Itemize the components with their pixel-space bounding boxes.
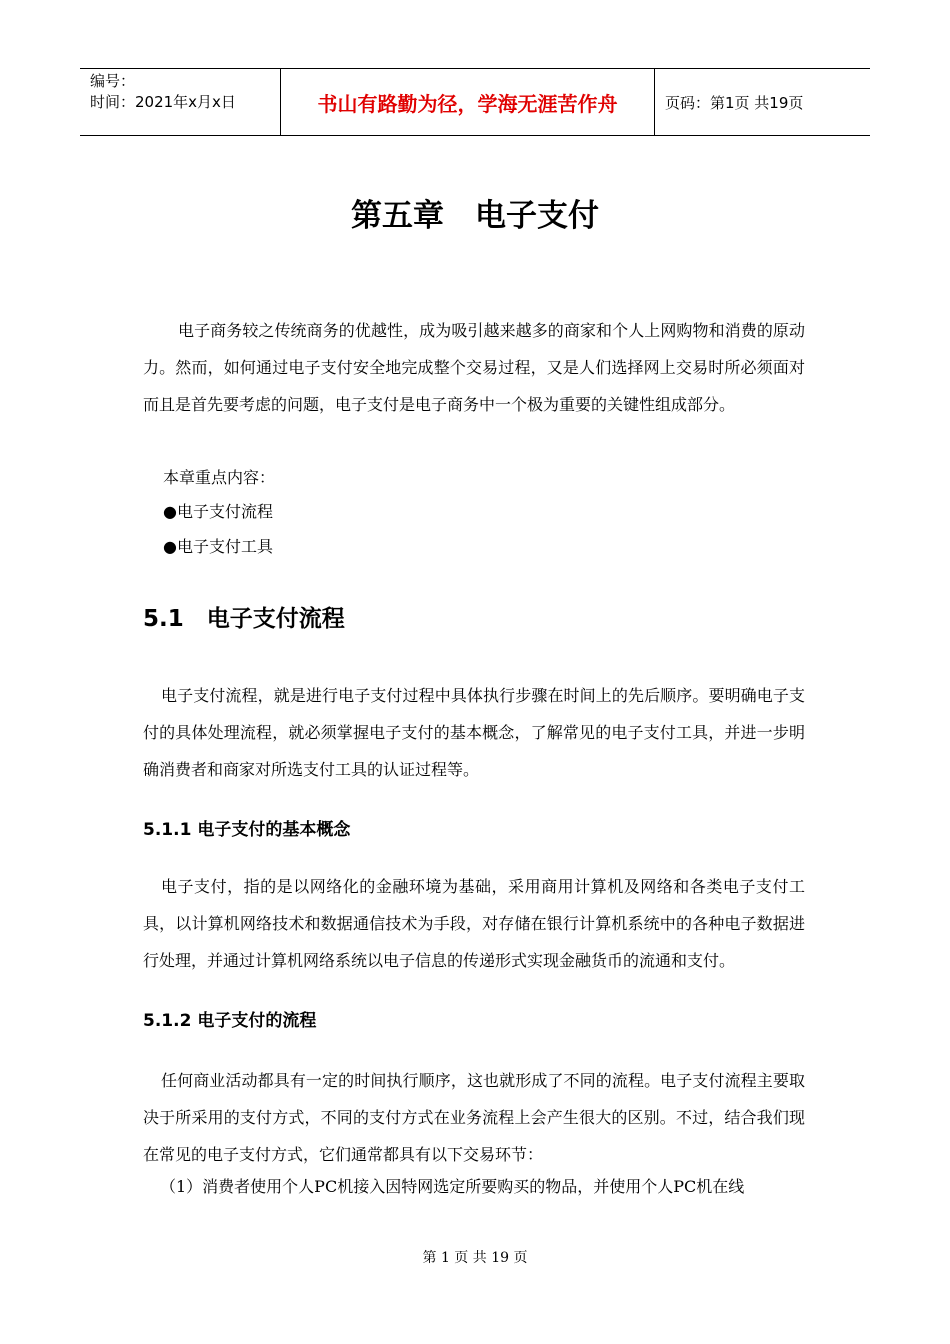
page-footer: 第 1 页 共 19 页 bbox=[422, 1250, 528, 1266]
bullet-item: ●电子支付工具 bbox=[163, 537, 273, 556]
section-heading-5-1-1: 5.1.1 电子支付的基本概念 bbox=[143, 820, 351, 840]
section-heading-5-1: 5.1 电子支付流程 bbox=[143, 606, 345, 632]
step-1-text: （1）消费者使用个人PC机接入因特网选定所要购买的物品，并使用个人PC机在线 bbox=[160, 1177, 745, 1196]
header-page-info: 页码：第1页 共19页 bbox=[665, 93, 804, 112]
section-5-1-2-paragraph: 任何商业活动都具有一定的时间执行顺序，这也就形成了不同的流程。电子支付流程主要取决于所采用的支付方式，不同的支付方式在业务流程上会产生很大的区别。不过，结合我们现在常见的电子支付方式，它们通常都具有以下交易环节： bbox=[143, 1071, 805, 1164]
bullet-item: ●电子支付流程 bbox=[163, 502, 273, 521]
page-header bbox=[80, 68, 870, 136]
section-heading-5-1-2: 5.1.2 电子支付的流程 bbox=[143, 1011, 317, 1031]
code-label: 编号： bbox=[90, 72, 136, 90]
section-5-1-paragraph: 电子支付流程，就是进行电子支付过程中具体执行步骤在时间上的先后顺序。要明确电子支付的具体处理流程，就必须掌握电子支付的基本概念，了解常见的电子支付工具，并进一步明确消费者和商家对所选支付工具的认证过程等。 bbox=[143, 686, 805, 779]
header-motto: 书山有路勤为径，学海无涯苦作舟 bbox=[280, 69, 655, 135]
header-meta bbox=[80, 69, 280, 135]
intro-paragraph: 电子商务较之传统商务的优越性，成为吸引越来越多的商家和个人上网购物和消费的原动力。然而，如何通过电子支付安全地完成整个交易过程，又是人们选择网上交易时所必须面对而且是首先要考虑的问题，电子支付是电子商务中一个极为重要的关键性组成部分。 bbox=[143, 321, 805, 414]
section-5-1-1-paragraph: 电子支付，指的是以网络化的金融环境为基础，采用商用计算机及网络和各类电子支付工具，以计算机网络技术和数据通信技术为手段，对存储在银行计算机系统中的各种电子数据进行处理，并通过计算机网络系统以电子信息的传递形式实现金融货币的流通和支付。 bbox=[143, 877, 805, 970]
chapter-title: 第五章 电子支付 bbox=[351, 198, 599, 234]
time-label: 时间：2021年x月x日 bbox=[90, 93, 236, 111]
key-points-label: 本章重点内容： bbox=[163, 468, 276, 487]
